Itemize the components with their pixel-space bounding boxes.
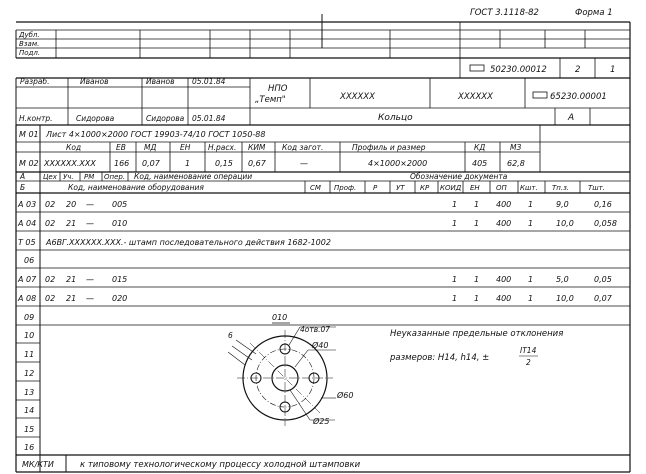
op-koid: 1 (452, 219, 458, 228)
op-marker: А 03 (18, 200, 37, 209)
doc-code-right-box (533, 92, 547, 98)
op-size: 400 (496, 200, 512, 209)
material-en: 1 (185, 159, 191, 168)
tool-marker: Т 05 (18, 238, 36, 247)
op-workplace: — (86, 219, 94, 228)
doc-code-left-box (470, 65, 484, 71)
row-number-11: 11 (24, 350, 35, 359)
org: НПО (268, 84, 288, 94)
row-b-marker: Б (20, 183, 26, 192)
op-number: 015 (112, 275, 128, 284)
header-document: Обозначение документа (410, 172, 508, 181)
header-operation-name: Код, наименование операции (134, 172, 253, 181)
material-mz: 62,8 (507, 159, 525, 168)
letter: А (568, 113, 575, 123)
developed-sign: Иванов (146, 77, 175, 86)
op-tpz: 5,0 (556, 275, 569, 284)
tolerance-fraction-num: IT14 (520, 346, 537, 355)
row-number-13: 13 (24, 388, 35, 397)
row-number-16: 16 (24, 443, 35, 452)
header-r: Р (373, 184, 378, 192)
norm-control-label: Н.контр. (19, 114, 53, 123)
material-header-profile: Профиль и размер (352, 143, 426, 152)
op-kpc: 1 (528, 275, 534, 284)
header-kr: КР (420, 184, 430, 192)
m01-text: Лист 4×1000×2000 ГОСТ 19903-74/10 ГОСТ 1050-88 (46, 130, 266, 139)
footer-text: к типовому технологическому процессу холодной штамповки (80, 460, 361, 470)
op-tpz: 10,0 (556, 294, 574, 303)
op-koid: 1 (452, 294, 458, 303)
header-en: ЕН (470, 184, 480, 192)
material-header-en: ЕН (180, 143, 191, 152)
op-en: 1 (474, 219, 480, 228)
sheet-number: 2 (575, 65, 581, 75)
op-tpc: 0,16 (594, 200, 612, 209)
op-marker: А 04 (18, 219, 37, 228)
replace-label: Взам. (19, 40, 40, 48)
header-ut: УТ (396, 184, 405, 192)
row-number-10: 10 (24, 331, 35, 340)
material-consumption: 0,15 (215, 159, 233, 168)
op-shop: 02 (45, 219, 56, 228)
op-area: 20 (66, 200, 77, 209)
header-tpc: Тшт. (588, 184, 605, 192)
op-workplace: — (86, 294, 94, 303)
op-en: 1 (474, 294, 480, 303)
op-marker: А 07 (18, 275, 37, 284)
op-en: 1 (474, 200, 480, 209)
op-tpc: 0,058 (594, 219, 617, 228)
diameter-25: Ø25 (313, 417, 330, 426)
footer-label: МК/КТИ (22, 460, 54, 469)
op-area: 21 (66, 275, 77, 284)
op-marker: А 08 (18, 294, 37, 303)
op-size: 400 (496, 219, 512, 228)
m01-marker: М 01 (19, 130, 39, 139)
material-kim: 0,67 (248, 159, 266, 168)
op-workplace: — (86, 200, 94, 209)
material-header-mz: МЗ (510, 143, 522, 152)
form-number: Форма 1 (575, 8, 613, 18)
row-number-14: 14 (24, 406, 35, 415)
op-area: 21 (66, 294, 77, 303)
op-tpc: 0,05 (594, 275, 612, 284)
doc-code-left: 50230.00012 (490, 65, 547, 75)
op-tpz: 10,0 (556, 219, 574, 228)
material-kd: 405 (472, 159, 488, 168)
material-header-ev: ЕВ (116, 143, 126, 152)
sketch-operation-label: 010 (272, 313, 288, 322)
header-koid: КОИД (440, 184, 462, 192)
holes-dimension: 4отв.07 (300, 325, 331, 334)
ring-sketch (228, 313, 353, 426)
operation-rows (17, 200, 617, 303)
header-equipment: Код, наименование оборудования (68, 183, 204, 192)
row-a-marker: А (20, 172, 26, 181)
part-name: Кольцо (378, 113, 413, 123)
header-area: Уч. (63, 173, 74, 181)
code-2: XXXXXX (458, 92, 493, 102)
norm-control-date: 05.01.84 (192, 114, 226, 123)
diameter-60: Ø60 (337, 391, 354, 400)
material-ev: 166 (114, 159, 130, 168)
material-profile: 4×1000×2000 (368, 159, 428, 168)
op-size: 400 (496, 294, 512, 303)
header-op: ОП (496, 184, 507, 192)
m02-marker: М 02 (19, 159, 39, 168)
material-header-kd: КД (474, 143, 486, 152)
op-area: 21 (66, 219, 77, 228)
row-number-09: 09 (24, 313, 35, 322)
material-header-kim: КИМ (248, 143, 266, 152)
op-size: 400 (496, 275, 512, 284)
op-shop: 02 (45, 200, 56, 209)
header-prof: Проф. (334, 184, 357, 192)
tolerance-title: Неуказанные предельные отклонения (390, 329, 564, 339)
op-workplace: — (86, 275, 94, 284)
material-header-code: Код (66, 143, 82, 152)
gost-standard: ГОСТ 3.1118-82 (470, 8, 539, 18)
op-shop: 02 (45, 294, 56, 303)
tolerance-line: размеров: Н14, h14, ± (390, 353, 490, 363)
row-number-12: 12 (24, 369, 35, 378)
op-kpc: 1 (528, 200, 534, 209)
op-shop: 02 (45, 275, 56, 284)
material-code: XXXXXX.XXX (44, 159, 96, 168)
developed-by: Иванов (80, 77, 109, 86)
tool-text: А6ВГ.XXXXXX.XXX.- штамп последовательного действия 1682-1002 (46, 238, 331, 247)
op-tpc: 0,07 (594, 294, 612, 303)
header-tpz: Тп.з. (552, 184, 570, 192)
header-sm: СМ (310, 184, 321, 192)
doc-code-right: 65230.00001 (550, 92, 607, 102)
material-header-md: МД (144, 143, 157, 152)
op-number: 005 (112, 200, 128, 209)
header-workplace: РМ (84, 173, 95, 181)
op-en: 1 (474, 275, 480, 284)
material-blank: — (300, 159, 308, 168)
org-name: „Темп" (255, 95, 286, 105)
diameter-40: Ø40 (312, 341, 329, 350)
norm-control-by: Сидорова (76, 114, 115, 123)
sheets-total: 1 (610, 65, 616, 75)
material-header-blank: Код загот. (282, 143, 324, 152)
developed-date: 05.01.84 (192, 77, 226, 86)
material-md: 0,07 (142, 159, 160, 168)
tolerance-fraction-den: 2 (526, 358, 531, 367)
material-header-consumption: Н.расх. (208, 143, 237, 152)
duplicate-label: Дубл. (19, 31, 40, 39)
row-number-06: 06 (24, 256, 35, 265)
op-tpz: 9,0 (556, 200, 569, 209)
header-shop: Цех (43, 173, 57, 181)
op-kpc: 1 (528, 294, 534, 303)
developed-label: Разраб. (20, 77, 50, 86)
op-number: 010 (112, 219, 128, 228)
dimension-6: 6 (228, 331, 233, 340)
header-kpc: Кшт. (520, 184, 538, 192)
code-1: XXXXXX (340, 92, 375, 102)
op-kpc: 1 (528, 219, 534, 228)
original-label: Подл. (19, 49, 41, 57)
op-number: 020 (112, 294, 128, 303)
header-operation: Опер. (104, 173, 126, 181)
op-koid: 1 (452, 275, 458, 284)
row-number-15: 15 (24, 425, 35, 434)
op-koid: 1 (452, 200, 458, 209)
norm-control-sign: Сидорова (146, 114, 185, 123)
